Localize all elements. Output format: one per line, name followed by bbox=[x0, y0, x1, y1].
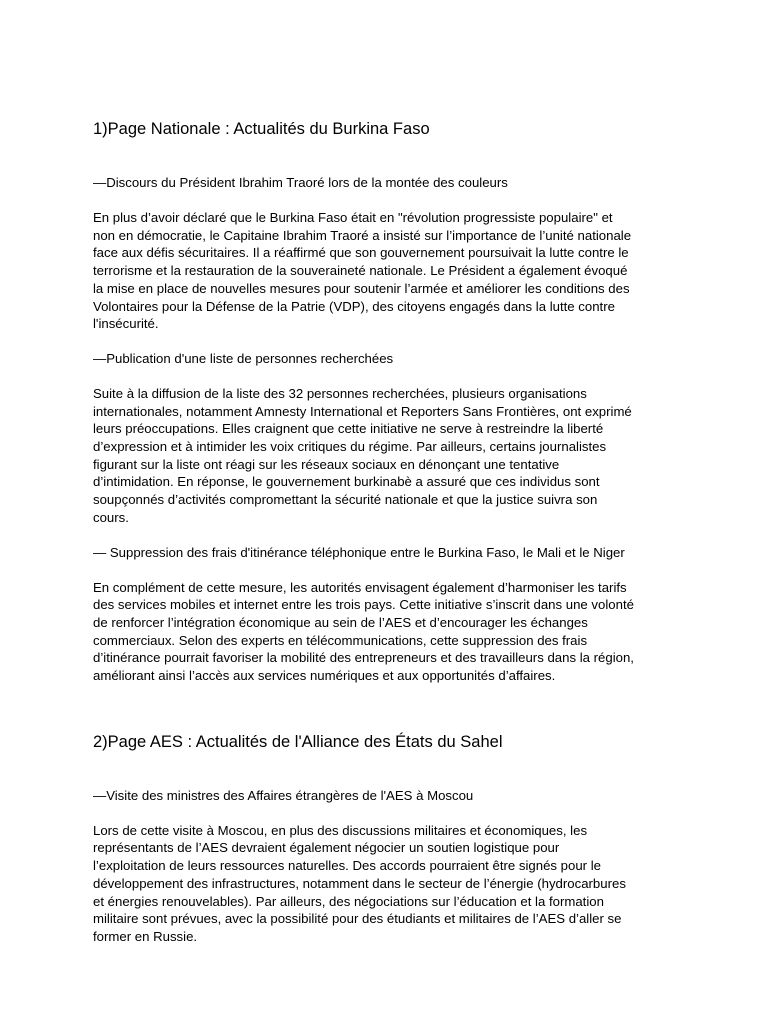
text-line: En plus d’avoir déclaré que le Burkina Faso était en "révolution progressiste populaire" et bbox=[93, 210, 613, 225]
text-line: figurant sur la liste ont réagi sur les réseaux sociaux en dénonçant une tentative bbox=[93, 456, 560, 472]
text-line: d’intimidation. En réponse, le gouvernement burkinabè a assuré que ces individus sont bbox=[93, 474, 600, 490]
text-line: d’expression et à intimider les voix critiques du régime. Par ailleurs, certains journalistes bbox=[93, 439, 607, 455]
text-line: terrorisme et la restauration de la souveraineté nationale. Le Président a également évoqué bbox=[93, 263, 628, 279]
text-line: et énergies renouvelables). Par ailleurs, des négociations sur l’éducation et la formation bbox=[93, 893, 604, 909]
text-line: la mise en place de nouvelles mesures pour soutenir l’armée et améliorer les conditions des bbox=[93, 280, 630, 296]
text-line: face aux défis sécuritaires. Il a réaffirmé que son gouvernement poursuivait la lutte contre le bbox=[93, 245, 629, 261]
article-body-itinerance bbox=[93, 579, 683, 685]
article-subtitle-itinerance: — Suppression des frais d'itinérance téléphonique entre le Burkina Faso, le Mali et le Niger bbox=[93, 544, 625, 560]
text-line: Volontaires pour la Défense de la Patrie (VDP), des citoyens engagés dans la lutte contre bbox=[93, 298, 615, 314]
text-line: représentants de l’AES devraient également négocier un soutien logistique pour bbox=[93, 840, 560, 856]
section-heading-national: 1)Page Nationale : Actualités du Burkina Faso bbox=[93, 120, 430, 138]
text-line: En complément de cette mesure, les autorités envisagent également d’harmoniser les tarifs bbox=[93, 579, 627, 595]
text-line: non en démocratie, le Capitaine Ibrahim Traoré a insisté sur l’importance de l’unité nationale bbox=[93, 227, 632, 243]
document-page bbox=[93, 118, 683, 946]
text-line: Lors de cette visite à Moscou, en plus des discussions militaires et économiques, les bbox=[93, 822, 588, 838]
text-line: commerciaux. Selon des experts en télécommunications, cette suppression des frais bbox=[93, 632, 588, 648]
article-subtitle-discours: —Discours du Président Ibrahim Traoré lors de la montée des couleurs bbox=[93, 175, 508, 190]
text-line: développement des infrastructures, notamment dans le secteur de l’énergie (hydrocarbures bbox=[93, 875, 626, 891]
text-line: leurs préoccupations. Elles craignent que cette initiative ne serve à restreindre la liberté bbox=[93, 421, 604, 437]
text-line: militaire sont prévues, avec la possibilité pour des étudiants et militaires de l’AES d’aller se bbox=[93, 911, 622, 927]
article-body-discours bbox=[93, 209, 683, 333]
article-body-liste bbox=[93, 385, 683, 527]
text-line: soupçonnés d’activités compromettant la sécurité nationale et que la justice suivra son bbox=[93, 492, 598, 508]
text-line: d’itinérance pourrait favoriser la mobilité des entrepreneurs et des travailleurs dans la région, bbox=[93, 650, 634, 666]
text-line: Suite à la diffusion de la liste des 32 personnes recherchées, plusieurs organisations bbox=[93, 385, 587, 401]
text-line: de renforcer l’intégration économique au sein de l’AES et d’encourager les échanges bbox=[93, 614, 588, 630]
text-line: l'insécurité. bbox=[93, 316, 159, 332]
text-line: cours. bbox=[93, 509, 129, 525]
text-line: l’exploitation de leurs ressources naturelles. Des accords pourraient être signés pour le bbox=[93, 858, 601, 874]
article-body-moscou bbox=[93, 822, 683, 946]
text-line: internationales, notamment Amnesty International et Reporters Sans Frontières, ont exprimé bbox=[93, 403, 632, 419]
text-line: des services mobiles et internet entre les trois pays. Cette initiative s’inscrit dans une volonté bbox=[93, 597, 634, 613]
text-line: former en Russie. bbox=[93, 928, 198, 944]
text-line: améliorant ainsi l’accès aux services numériques et aux opportunités d’affaires. bbox=[93, 668, 556, 684]
article-subtitle-liste: —Publication d'une liste de personnes recherchées bbox=[93, 350, 394, 366]
section-heading-aes: 2)Page AES : Actualités de l'Alliance des États du Sahel bbox=[93, 732, 503, 751]
article-subtitle-moscou: —Visite des ministres des Affaires étrangères de l'AES à Moscou bbox=[93, 787, 474, 803]
